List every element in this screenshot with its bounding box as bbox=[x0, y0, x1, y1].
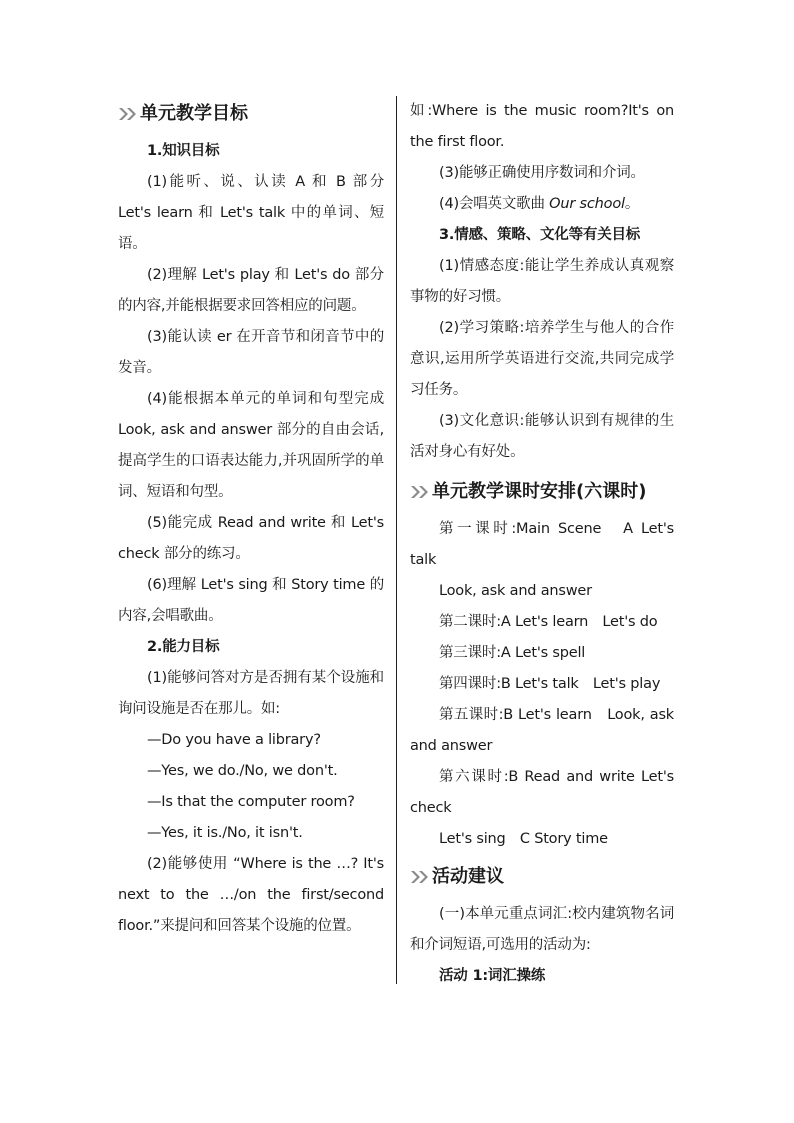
lesson-4: 第四课时:B Let's talk Let's play bbox=[439, 676, 661, 692]
ability-item-1: (1)能够问答对方是否拥有某个设施和询问设施是否在那儿。如: bbox=[118, 670, 384, 717]
lesson-3: 第三课时:A Let's spell bbox=[439, 645, 586, 661]
section-heading-teaching-goals bbox=[118, 96, 384, 132]
knowledge-item-4: (4)能根据本单元的单词和句型完成 Look, ask and answer 部分的自由会话,提高学生的口语表达能力,并巩固所学的单词、短语和句型。 bbox=[118, 391, 384, 500]
subheading-ability: 2.能力目标 bbox=[147, 639, 220, 655]
section-title: 单元教学目标 bbox=[140, 103, 248, 124]
dialogue-line-3: —Is that the computer room? bbox=[147, 794, 355, 810]
subheading-knowledge: 1.知识目标 bbox=[147, 143, 220, 159]
knowledge-item-6: (6)理解 Let's sing 和 Story time 的内容,会唱歌曲。 bbox=[118, 577, 384, 624]
double-chevron-icon bbox=[410, 485, 430, 499]
dialogue-line-1: —Do you have a library? bbox=[147, 732, 321, 748]
lesson-6: 第六课时:B Read and write Let's check bbox=[410, 769, 674, 816]
lesson-5: 第五课时:B Let's learn Look, ask and answer bbox=[410, 707, 674, 754]
lesson-1: 第一课时:Main Scene A Let's talk bbox=[410, 521, 674, 568]
lesson-2: 第二课时:A Let's learn Let's do bbox=[439, 614, 658, 630]
subheading-emotion: 3.情感、策略、文化等有关目标 bbox=[439, 227, 641, 243]
dialogue-line-4: —Yes, it is./No, it isn't. bbox=[147, 825, 303, 841]
ability-item-4: (4)会唱英文歌曲 Our school。 bbox=[439, 196, 640, 212]
section-title: 单元教学课时安排(六课时) bbox=[432, 481, 647, 502]
double-chevron-icon bbox=[118, 107, 138, 121]
knowledge-item-2: (2)理解 Let's play 和 Let's do 部分的内容,并能根据要求回答相应的问题。 bbox=[118, 267, 384, 314]
emotion-item-3: (3)文化意识:能够认识到有规律的生活对身心有好处。 bbox=[410, 413, 674, 460]
left-column bbox=[118, 96, 384, 942]
activity-1-heading: 活动 1:词汇操练 bbox=[439, 968, 546, 984]
double-chevron-icon bbox=[410, 870, 430, 884]
lesson-6-cont: Let's sing C Story time bbox=[439, 831, 608, 847]
section-heading-activities bbox=[410, 859, 674, 895]
section-title: 活动建议 bbox=[432, 866, 504, 887]
ability-item-3: (3)能够正确使用序数词和介词。 bbox=[439, 165, 645, 181]
knowledge-item-1: (1)能听、说、认读 A 和 B 部分 Let's learn 和 Let's talk 中的单词、短语。 bbox=[118, 174, 384, 252]
lesson-1-cont: Look, ask and answer bbox=[439, 583, 592, 599]
emotion-item-1: (1)情感态度:能让学生养成认真观察事物的好习惯。 bbox=[410, 258, 674, 305]
ability-item-2: (2)能够使用 “Where is the …? It's next to the …/on the first/second floor.”来提问和回答某个设施的位置。 bbox=[118, 856, 384, 934]
emotion-item-2: (2)学习策略:培养学生与他人的合作意识,运用所学英语进行交流,共同完成学习任务。 bbox=[410, 320, 674, 398]
song-title: Our school bbox=[549, 196, 625, 212]
knowledge-item-3: (3)能认读 er 在开音节和闭音节中的发音。 bbox=[118, 329, 384, 376]
dialogue-line-2: —Yes, we do./No, we don't. bbox=[147, 763, 338, 779]
column-divider bbox=[396, 96, 397, 984]
right-column bbox=[410, 96, 674, 992]
knowledge-item-5: (5)能完成 Read and write 和 Let's check 部分的练习。 bbox=[118, 515, 384, 562]
section-heading-lesson-plan bbox=[410, 474, 674, 510]
activity-intro: (一)本单元重点词汇:校内建筑物名词和介词短语,可选用的活动为: bbox=[410, 906, 674, 953]
ability-item-2-continued: 如:Where is the music room?It's on the first floor. bbox=[410, 103, 674, 150]
